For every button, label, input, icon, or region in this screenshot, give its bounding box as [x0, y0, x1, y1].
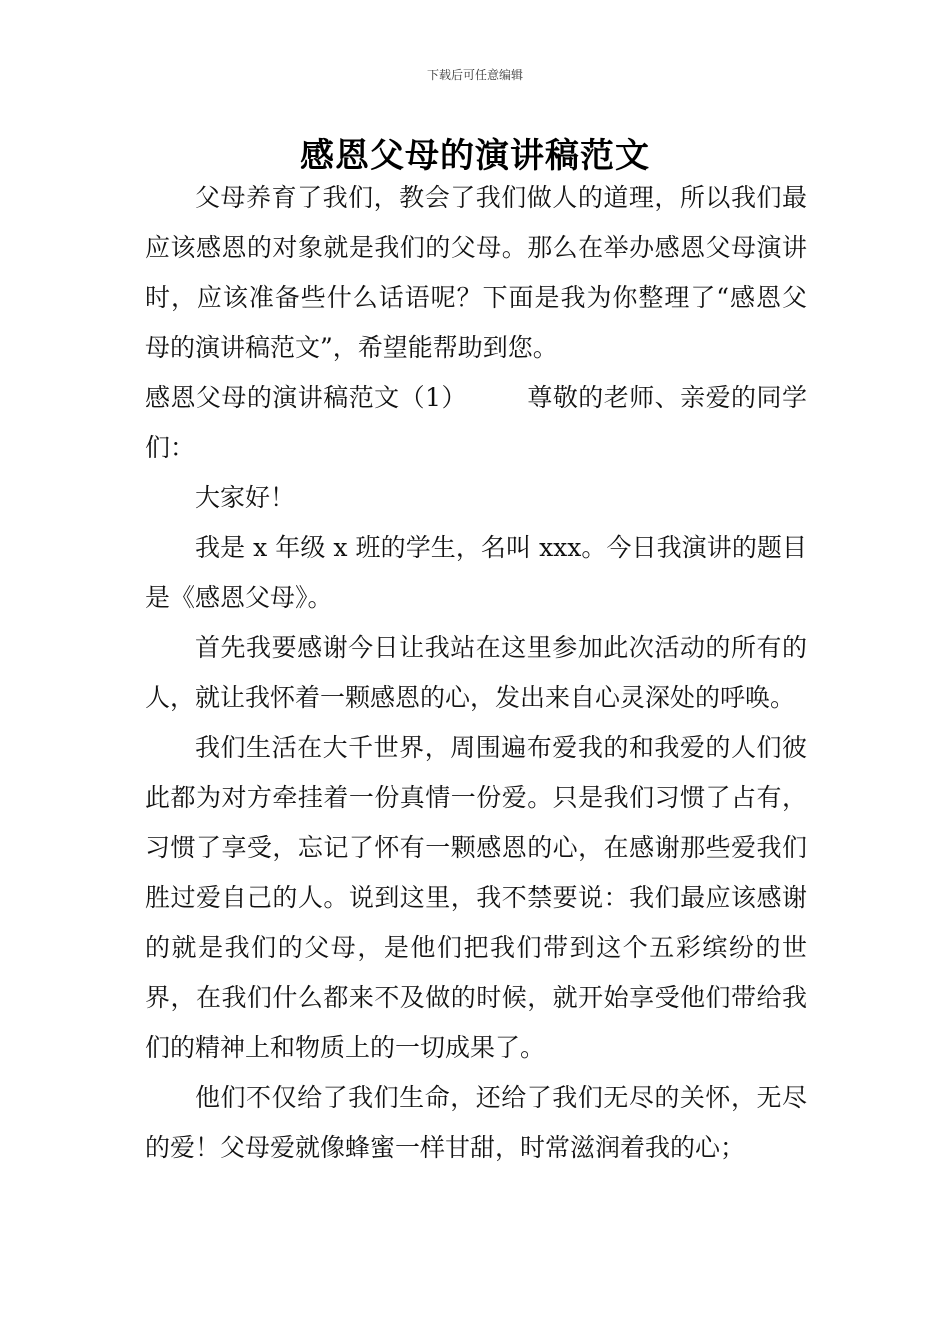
section-label: 感恩父母的演讲稿范文（1）	[145, 383, 467, 412]
salutation: 尊敬的老师、亲爱的同学们：	[145, 383, 807, 462]
paragraph-1: 我是 x 年级 x 班的学生，名叫 xxx。今日我演讲的题目是《感恩父母》。	[145, 533, 807, 612]
greeting-paragraph: 大家好！	[195, 483, 296, 512]
section-heading-line	[145, 373, 807, 473]
paragraph-3: 我们生活在大千世界，周围遍布爱我的和我爱的人们彼此都为对方牵挂着一份真情一份爱。只是我们习惯了占有，习惯了享受，忘记了怀有一颗感恩的心，在感谢那些爱我们胜过爱自己的人。说到这里，我不禁要说：我们最应该感谢的就是我们的父母，是他们把我们带到这个五彩缤纷的世界，在我们什么都来不及做的时候，就开始享受他们带给我们的精神上和物质上的一切成果了。	[145, 733, 807, 1062]
paragraph-4: 他们不仅给了我们生命，还给了我们无尽的关怀，无尽的爱！父母爱就像蜂蜜一样甘甜，时常滋润着我的心；	[145, 1083, 807, 1162]
header-note: 下载后可任意编辑	[426, 68, 523, 82]
document-body	[145, 173, 807, 1173]
intro-paragraph: 父母养育了我们，教会了我们做人的道理，所以我们最应该感恩的对象就是我们的父母。那么在举办感恩父母演讲时，应该准备些什么话语呢？下面是我为你整理了“感恩父母的演讲稿范文”，希望能帮助到您。	[145, 183, 807, 362]
page-title: 感恩父母的演讲稿范文	[300, 136, 650, 176]
paragraph-2: 首先我要感谢今日让我站在这里参加此次活动的所有的人，就让我怀着一颗感恩的心，发出来自心灵深处的呼唤。	[145, 633, 807, 712]
